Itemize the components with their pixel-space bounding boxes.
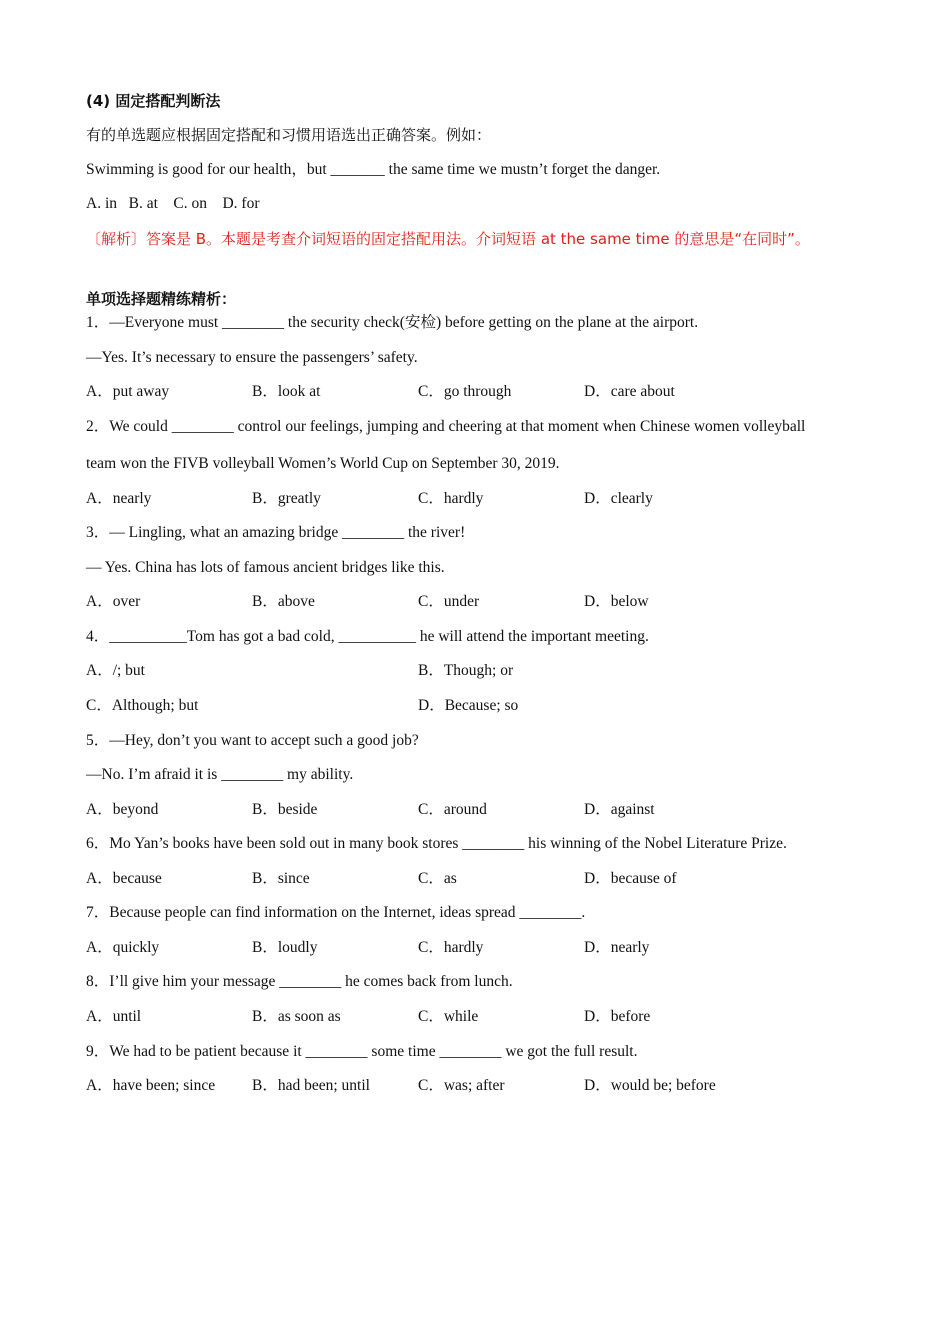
question-5-option-a: A．beyond	[86, 801, 159, 818]
question-2-option-a: A．nearly	[86, 490, 152, 507]
question-2-line-1: 2．We could ________ control our feelings, jumping and cheering at that moment when Chinese women volleyball	[86, 418, 806, 435]
example-question: Swimming is good for our health，but _______ the same time we mustn’t forget the danger.	[86, 161, 661, 178]
intro-text: 有的单选题应根据固定搭配和习惯用语选出正确答案。例如：	[86, 126, 492, 144]
question-8-line-1: 8．I’ll give him your message ________ he comes back from lunch.	[86, 973, 513, 990]
question-8-option-c: C．while	[418, 1008, 479, 1025]
question-2-option-b: B．greatly	[252, 490, 321, 507]
question-4-line-1: 4．__________Tom has got a bad cold, __________ he will attend the important meeting.	[86, 628, 649, 645]
question-5-line-1: 5．—Hey, don’t you want to accept such a good job?	[86, 732, 419, 749]
question-9-option-a: A．have been; since	[86, 1077, 216, 1094]
question-8-option-d: D．before	[584, 1008, 651, 1025]
question-7-line-1: 7．Because people can find information on the Internet, ideas spread ________.	[86, 904, 586, 921]
question-2-option-d: D．clearly	[584, 490, 653, 507]
question-1-option-b: B．look at	[252, 383, 321, 400]
question-9-option-d: D．would be; before	[584, 1077, 716, 1094]
question-6-option-d: D．because of	[584, 870, 677, 887]
question-8-option-b: B．as soon as	[252, 1008, 341, 1025]
question-3-option-d: D．below	[584, 593, 649, 610]
question-3-line-2: — Yes. China has lots of famous ancient bridges like this.	[86, 559, 445, 576]
question-6-option-a: A．because	[86, 870, 162, 887]
section-title: (4) 固定搭配判断法	[86, 92, 221, 110]
question-4-option-a: A．/; but	[86, 662, 145, 679]
question-4-option-c: C．Although; but	[86, 697, 199, 714]
question-5-option-c: C．around	[418, 801, 487, 818]
question-9-line-1: 9．We had to be patient because it ________ some time ________ we got the full result.	[86, 1043, 638, 1060]
question-7-option-b: B．loudly	[252, 939, 318, 956]
question-2-line-2: team won the FIVB volleyball Women’s World Cup on September 30, 2019.	[86, 455, 560, 472]
question-1-option-a: A．put away	[86, 383, 170, 400]
question-3-line-1: 3．— Lingling, what an amazing bridge ________ the river!	[86, 524, 466, 541]
question-1-option-c: C．go through	[418, 383, 512, 400]
question-5-line-2: —No. I’m afraid it is ________ my ability.	[86, 766, 354, 783]
question-2-option-c: C．hardly	[418, 490, 484, 507]
question-3-option-c: C．under	[418, 593, 480, 610]
question-1-line-2: —Yes. It’s necessary to ensure the passengers’ safety.	[86, 349, 418, 366]
question-8-option-a: A．until	[86, 1008, 142, 1025]
question-1-line-1: 1．—Everyone must ________ the security check(安检) before getting on the plane at the airport.	[86, 314, 699, 331]
example-options: A. in B. at C. on D. for	[86, 195, 260, 212]
question-6-option-b: B．since	[252, 870, 310, 887]
example-analysis: 〔解析〕答案是 B。本题是考查介词短语的固定搭配用法。介词短语 at the same time 的意思是“在同时”。	[86, 230, 810, 248]
question-4-option-b: B．Though; or	[418, 662, 514, 679]
question-7-option-a: A．quickly	[86, 939, 160, 956]
question-5-option-d: D．against	[584, 801, 655, 818]
question-4-option-d: D．Because; so	[418, 697, 519, 714]
question-7-option-c: C．hardly	[418, 939, 484, 956]
question-9-option-b: B．had been; until	[252, 1077, 370, 1094]
question-7-option-d: D．nearly	[584, 939, 650, 956]
question-3-option-a: A．over	[86, 593, 141, 610]
practice-title: 单项选择题精练精析：	[86, 290, 237, 308]
question-6-option-c: C．as	[418, 870, 457, 887]
question-5-option-b: B．beside	[252, 801, 318, 818]
question-6-line-1: 6．Mo Yan’s books have been sold out in many book stores ________ his winning of the Nobel Literature Prize.	[86, 835, 787, 852]
question-3-option-b: B．above	[252, 593, 315, 610]
question-1-option-d: D．care about	[584, 383, 675, 400]
question-9-option-c: C．was; after	[418, 1077, 505, 1094]
